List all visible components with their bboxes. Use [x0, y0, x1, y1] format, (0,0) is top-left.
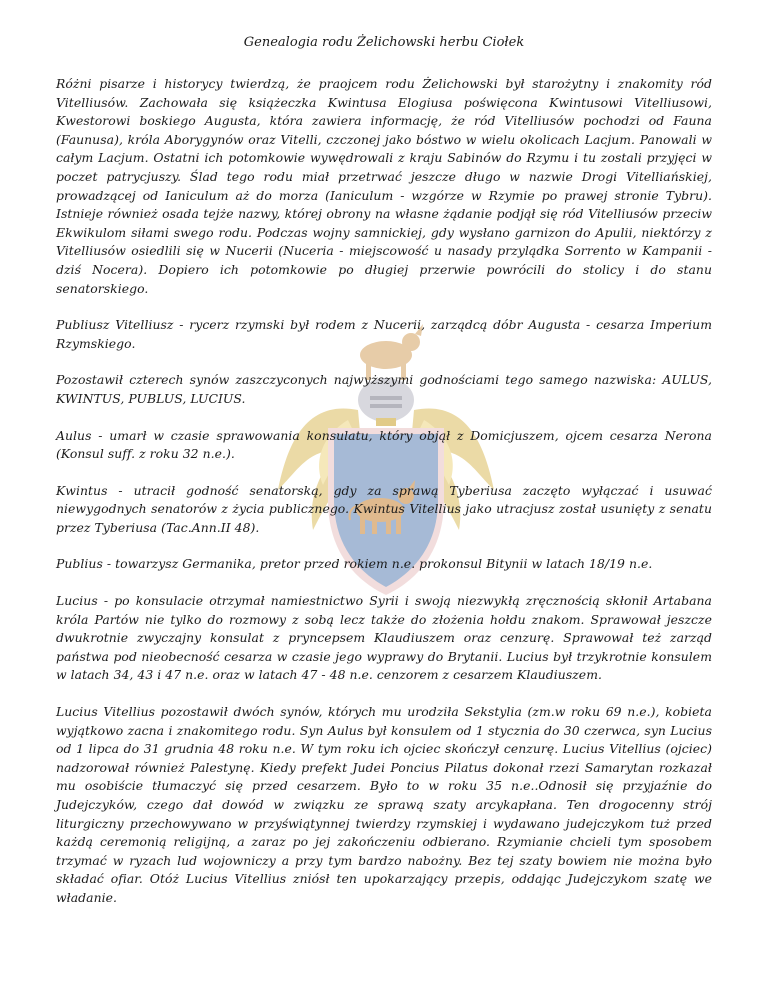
- paragraph-lucius: Lucius - po konsulacie otrzymał namiestnictwo Syrii i swoją niezwykłą zręcznością skłonił Artabana króla Partów nie tylko do rozmowy z sobą lecz także do złożenia hołdu znakom. Sprawował jeszcze dwukrotnie zwyczajny konsulat z pryncepsem Klaudiuszem oraz cenzurę. Sprawował też zarząd państwa pod nieobecność cesarza w czasie jego wyprawy do Brytanii. Lucius był trzykrotnie konsulem w latach 34, 43 i 47 n.e. oraz w latach 47 - 48 n.e. cenzorem z cesarzem Klaudiuszem.: [56, 593, 712, 683]
- paragraph-origin: Różni pisarze i historycy twierdzą, że praojcem rodu Żelichowski był starożytny i znakomity ród Vitelliusów. Zachowała się książeczka Kwintusa Elogiusa poświęcona Kwintusowi Vitelliusowi, Kwestorowi boskiego Augusta, która zawiera informację, że ród Vitelliusów pochodzi od Fauna (Faunusa), króla Aborygynów oraz Vitelli, czczonej jako bóstwo w wielu okolicach Lacjum. Panowali w całym Lacjum. Ostatni ich potomkowie wywędrowali z kraju Sabinów do Rzymu i tu zostali przyjęci w poczet patrycjuszy. Ślad tego rodu miał przetrwać jeszcze długo w nazwie Drogi Vitelliańskiej, prowadzącej od Ianiculum aż do morza (Ianiculum - wzgórze w Rzymie po prawej stronie Tybru). Istnieje również osada tejże nazwy, której obrony na własne żądanie podjął się ród Vitelliusów przeciw Ekwikulom siłami swego rodu. Podczas wojny samnickiej, gdy wysłano garnizon do Apulii, niektórzy z Vitelliusów osiedlili się w Nucerii (Nuceria - miejscowość u nasady przylądka Sorrento w Kampanii - dziś Nocera). Dopiero ich potomkowie po długiej przerwie powrócili do stolicy i do stanu senatorskiego.: [56, 76, 712, 296]
- paragraph-publiusz: Publiusz Vitelliusz - rycerz rzymski był rodem z Nucerii, zarządcą dóbr Augusta - cesarza Imperium Rzymskiego.: [56, 317, 712, 351]
- paragraph-lucius-sons: Lucius Vitellius pozostawił dwóch synów, których mu urodziła Sekstylia (zm.w roku 69 n.e.), kobieta wyjątkowo zacna i znakomitego rodu. Syn Aulus był konsulem od 1 stycznia do 30 czerwca, syn Lucius od 1 lipca do 31 grudnia 48 roku n.e. W tym roku ich ojciec skończył cenzurę. Lucius Vitellius (ojciec) nadzorował również Palestynę. Kiedy prefekt Judei Poncius Pilatus dokonał rzezi Samarytan rozkazał mu osobiście tłumaczyć się przed cesarzem. Było to w roku 35 n.e..Odnosił się przyjaźnie do Judejczyków, czego dał dowód w związku ze sprawą szaty arcykapłana. Ten drogocenny strój liturgiczny przechowywano w przyświątynnej twierdzy rzymskiej i wydawano judejczykom tuż przed każdą ceremonią religijną, a zaraz po jej zakończeniu odbierano. Rzymianie chcieli tym sposobem trzymać w ryzach lud wojowniczy a przy tym bardzo nabożny. Bez tej szaty bowiem nie można było składać ofiar. Otóż Lucius Vitellius zniósł ten upokarzający przepis, oddając Judejczykom szatę we władanie.: [56, 704, 712, 905]
- paragraph-publius: Publius - towarzysz Germanika, pretor przed rokiem n.e. prokonsul Bitynii w latach 18/19 n.e.: [56, 556, 653, 572]
- paragraph-aulus: Aulus - umarł w czasie sprawowania konsulatu, który objął z Domicjuszem, ojcem cesarza Nerona (Konsul suff. z roku 32 n.e.).: [56, 427, 712, 462]
- document-title: Genealogia rodu Żelichowski herbu Ciołek: [243, 35, 525, 50]
- paragraph-kwintus: Kwintus - utracił godność senatorską, gdy za sprawą Tyberiusa zaczęto wyłączać i usuwać niewygodnych senatorów z życia publicznego. Kwintus Vitellius jako utracjusz został usunięty z senatu przez Tyberiusa (Tac.Ann.II 48).: [56, 482, 712, 535]
- paragraph-four-sons: Pozostawił czterech synów zaszczyconych najwyższymi godnościami tego samego nazwiska: AULUS, KWINTUS, PUBLUS, LUCIUS.: [56, 372, 712, 406]
